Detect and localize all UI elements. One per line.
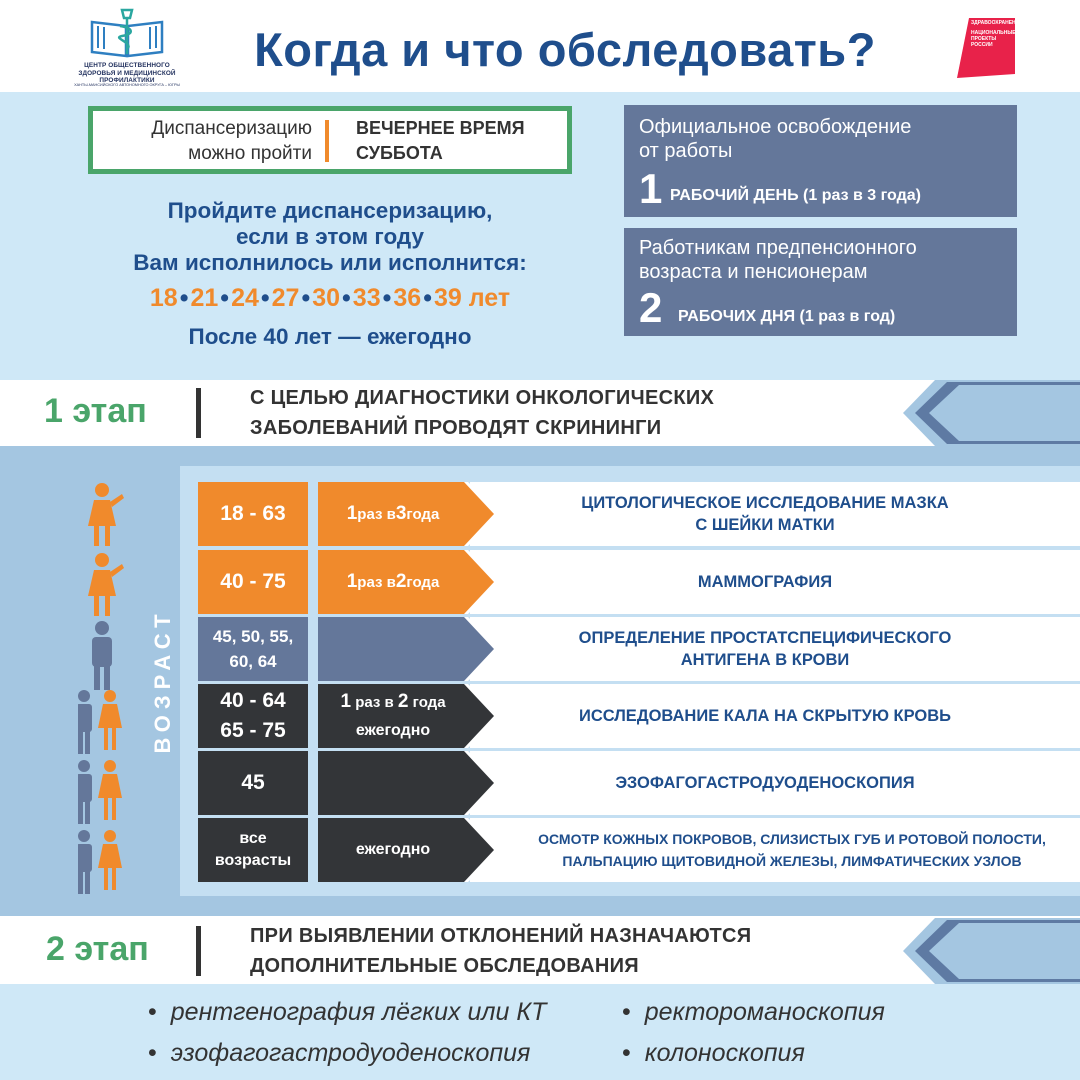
list-item [148,1039,530,1068]
medical-book-icon [72,4,182,62]
freq-number: 1 [346,571,358,592]
logo-line: ЗДРАВООХРАНЕНИЕ [971,20,1023,26]
screening-test-name: ИССЛЕДОВАНИЕ КАЛА НА СКРЫТУЮ КРОВЬ [578,707,952,725]
freq-number: 2 [395,571,407,592]
people-icons [78,480,138,920]
age-cell: 18 - 63 [198,482,308,546]
chevron-left-icon [895,918,1080,984]
release-two-days-box [624,228,1017,336]
release-text-line: Работникам предпенсионного [639,237,917,259]
exam-name: ректороманоскопия [644,998,885,1026]
test-name-line: ПАЛЬПАЦИЮ ЩИТОВИДНОЙ ЖЕЛЕЗЫ, ЛИМФАТИЧЕСКИХ УЗЛОВ [562,853,1022,869]
age-cell: 40 - 75 [198,550,308,614]
dispensary-times [356,116,566,168]
screening-test-name [500,617,1030,681]
stage-1-description [250,383,714,443]
chevron-left-icon [895,380,1080,446]
stage-1-banner [0,380,1080,446]
stage-2-label: 2 этап [46,930,149,968]
release-text [639,236,917,284]
age-line: 65 - 75 [220,719,286,742]
age-value: 24 [231,284,259,312]
frequency-arrow [318,617,504,681]
dispensary-label-line: можно пройти [188,143,312,164]
frequency-cell [318,482,468,546]
dispensary-label [100,116,312,168]
freq-number: 1 [346,503,358,524]
age-cell: 45 [198,751,308,815]
age-value: 36 [393,284,422,312]
freq-text: года [406,573,440,591]
test-name-line: АНТИГЕНА В КРОВИ [680,651,850,669]
frequency-arrow [318,751,504,815]
additional-exams-list [0,984,1080,1080]
screening-test-name: ЭЗОФАГОГАСТРОДУОДЕНОСКОПИЯ [615,774,915,792]
ages-list: 18•21•24•27•30•33•36•39 лет [149,284,511,312]
logo-line: НАЦИОНАЛЬНЫЕ [971,30,1016,36]
after-40-note: После 40 лет — ежегодно [188,324,472,349]
test-name-line: С ШЕЙКИ МАТКИ [695,516,835,534]
screening-test-name: МАММОГРАФИЯ [697,573,833,591]
exam-name: рентгенография лёгких или КТ [170,998,547,1026]
freq-text: раз в [357,573,396,591]
logo-line: РОССИИ [971,42,993,48]
freq-annual: ежегодно [355,721,431,739]
test-name-line: ОСМОТР КОЖНЫХ ПОКРОВОВ, СЛИЗИСТЫХ ГУБ И РОТОВОЙ ПОЛОСТИ, [538,831,1046,847]
national-projects-logo [955,14,1023,80]
couple-icon [78,830,122,894]
release-text-line: возраста и пенсионерам [639,261,868,283]
bullet: • [622,998,631,1026]
ages-suffix: лет [468,284,511,312]
age-cell [198,818,308,882]
list-item [622,1039,805,1068]
stage-text-line: С ЦЕЛЬЮ ДИАГНОСТИКИ ОНКОЛОГИЧЕСКИХ [250,387,715,409]
screening-test-name [512,818,1072,882]
couple-icon [78,690,122,754]
freq-text: года [406,505,440,523]
age-cell [198,684,308,748]
stage-divider [196,388,201,438]
release-days-label: РАБОЧИЙ ДЕНЬ (1 раз в 3 года) [670,187,921,204]
age-value: 21 [190,284,219,312]
logo-line: ПРОЕКТЫ [971,36,997,42]
stage-divider [196,926,201,976]
release-text-line: от работы [639,140,733,162]
man-icon [92,621,112,690]
couple-icon [78,760,122,824]
age-line: возрасты [214,852,292,869]
organization-region: ХАНТЫ-МАНСИЙСКОГО АВТОНОМНОГО ОКРУГА – ЮГРЫ [74,83,180,87]
page-title: Когда и что обследовать? [254,22,876,76]
stage-1-label: 1 этап [44,392,147,430]
dispensary-time-saturday: СУББОТА [356,143,443,163]
release-one-day-box [624,105,1017,217]
bullet: • [148,1039,157,1067]
age-value: 39 [433,284,462,312]
frequency-cell: ежегодно [355,841,431,858]
freq-text: раз в [351,693,398,711]
test-name-line: ЦИТОЛОГИЧЕСКОЕ ИССЛЕДОВАНИЕ МАЗКА [581,494,949,512]
age-value: 33 [352,284,381,312]
organization-logo [72,4,182,88]
bullet: • [148,998,157,1026]
age-value: 27 [271,284,300,312]
exam-name: колоноскопия [644,1039,805,1067]
age-cell [198,617,308,681]
age-line: 45, 50, 55, [212,627,294,646]
freq-number: 3 [395,503,407,524]
pass-line: Пройдите диспансеризацию, [167,198,493,223]
stage-2-banner [0,918,1080,984]
list-item [622,998,885,1027]
dispensary-label-line: Диспансеризацию [151,118,312,139]
age-line: все [239,830,267,847]
freq-text: года [408,693,446,711]
release-text-line: Официальное освобождение [639,116,912,138]
age-value: 18 [149,284,178,312]
freq-number: 1 [340,690,352,712]
stage-text-line: ПРИ ВЫЯВЛЕНИИ ОТКЛОНЕНИЙ НАЗНАЧАЮТСЯ [250,925,752,947]
exam-name: эзофагогастродуоденоскопия [170,1039,531,1067]
frequency-cell [318,550,468,614]
age-line: 60, 64 [229,652,277,671]
divider [325,120,329,162]
release-text [639,115,911,163]
age-axis-label [144,600,184,760]
woman-icon [88,483,124,546]
age-value: 30 [312,284,341,312]
release-days-label: РАБОЧИХ ДНЯ (1 раз в год) [678,308,896,325]
screening-test-name [500,482,1030,546]
pass-line: Вам исполнилось или исполнится: [133,250,527,275]
freq-number: 2 [397,690,409,712]
woman-icon [88,553,124,616]
pass-instructions [80,198,580,276]
bullet: • [622,1039,631,1067]
list-item [148,998,546,1027]
stage-2-description [250,921,751,981]
test-name-line: ОПРЕДЕЛЕНИЕ ПРОСТАТСПЕЦИФИЧЕСКОГО [578,629,952,647]
release-days-number: 2 [639,284,663,331]
stage-text-line: ДОПОЛНИТЕЛЬНЫЕ ОБСЛЕДОВАНИЯ [250,955,639,977]
organization-name: ЦЕНТР ОБЩЕСТВЕННОГО ЗДОРОВЬЯ И МЕДИЦИНСКОЙ ПРОФИЛАКТИКИ [78,62,176,85]
release-days-number: 1 [639,165,663,212]
pass-line: если в этом году [236,224,424,249]
dispensary-time-evening: ВЕЧЕРНЕЕ ВРЕМЯ [356,118,525,138]
stage-text-line: ЗАБОЛЕВАНИЙ ПРОВОДЯТ СКРИНИНГИ [250,417,662,439]
frequency-cell [318,684,468,748]
freq-text: раз в [357,505,396,523]
age-axis-text: ВОЗРАСТ [150,608,175,754]
age-line: 40 - 64 [220,689,286,712]
